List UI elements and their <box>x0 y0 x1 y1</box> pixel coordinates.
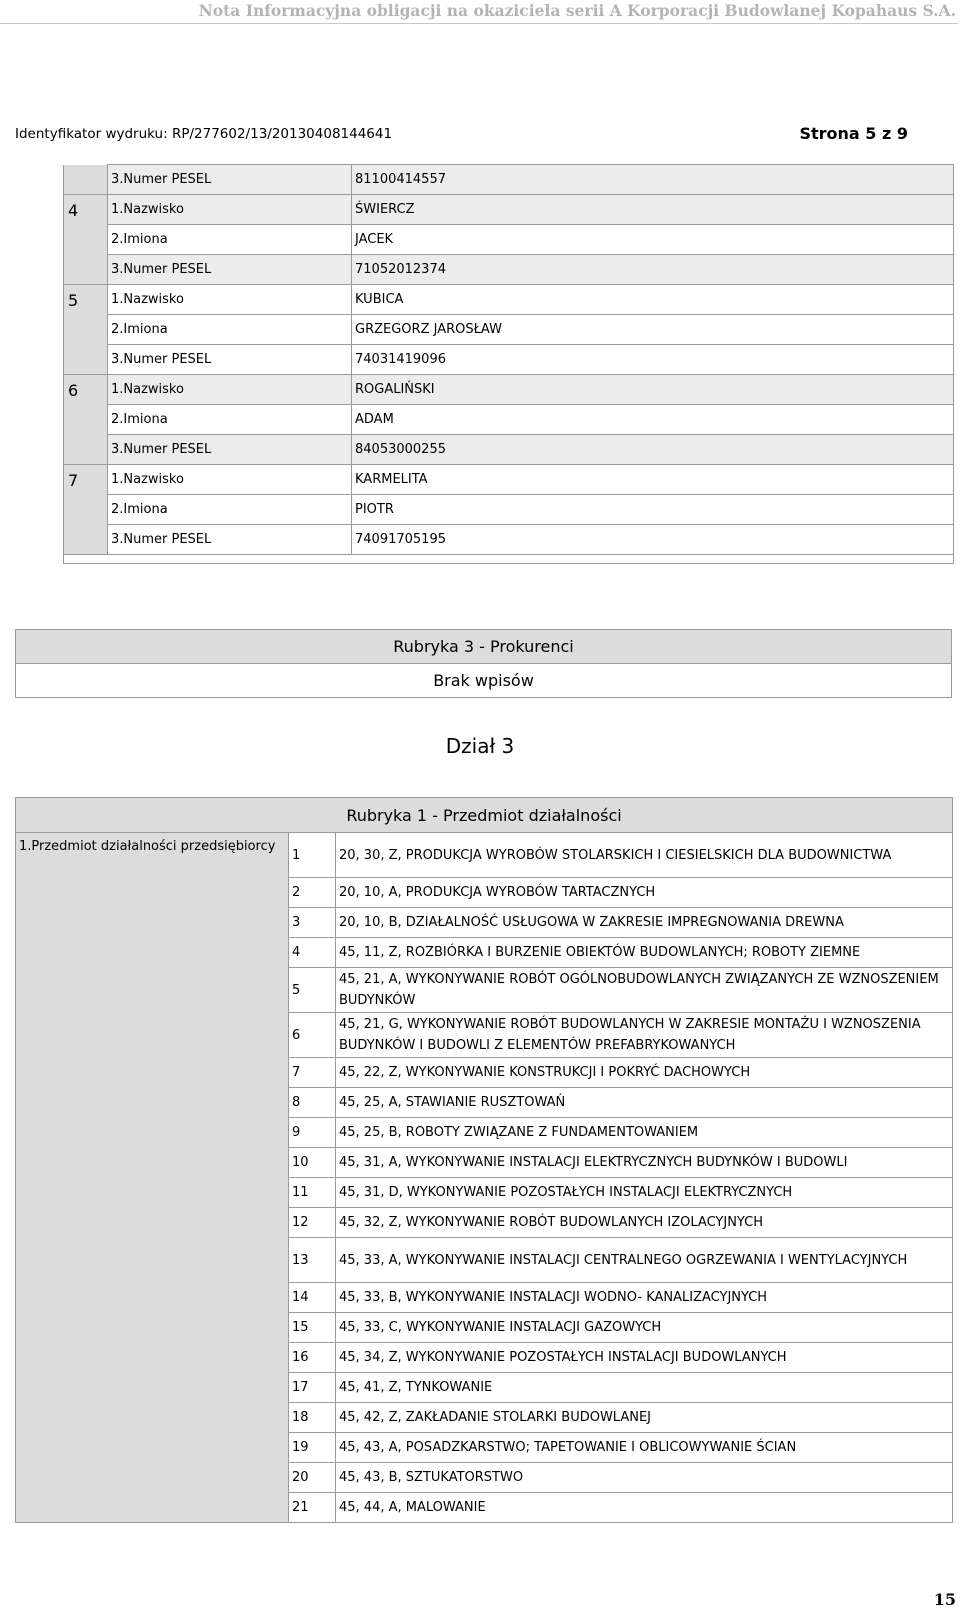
activity-description: 45, 43, B, SZTUKATORSTWO <box>336 1463 953 1493</box>
surname-label: 1.Nazwisko <box>108 285 352 315</box>
table-row <box>64 195 954 225</box>
surname-label: 1.Nazwisko <box>108 195 352 225</box>
activity-number: 12 <box>289 1208 336 1238</box>
activity-number: 7 <box>289 1058 336 1088</box>
activity-number: 6 <box>289 1013 336 1058</box>
activity-description: 45, 31, A, WYKONYWANIE INSTALACJI ELEKTRYCZNYCH BUDYNKÓW I BUDOWLI <box>336 1148 953 1178</box>
activity-number: 16 <box>289 1343 336 1373</box>
activity-description: 45, 25, A, STAWIANIE RUSZTOWAŃ <box>336 1088 953 1118</box>
pesel-value: 84053000255 <box>352 435 954 465</box>
surname-value: KARMELITA <box>352 465 954 495</box>
activity-description: 45, 11, Z, ROZBIÓRKA I BURZENIE OBIEKTÓW BUDOWLANYCH; ROBOTY ZIEMNE <box>336 938 953 968</box>
pesel-value: 74091705195 <box>352 525 954 555</box>
prokurenci-table <box>15 629 952 698</box>
section-header-row <box>16 798 953 833</box>
section-title: Dział 3 <box>445 734 515 758</box>
activity-number: 21 <box>289 1493 336 1523</box>
table-row <box>64 495 954 525</box>
activity-number: 9 <box>289 1118 336 1148</box>
table-footer-row <box>64 555 954 564</box>
activity-description: 45, 22, Z, WYKONYWANIE KONSTRUKCJI I POKRYĆ DACHOWYCH <box>336 1058 953 1088</box>
pesel-label: 3.Numer PESEL <box>108 165 352 195</box>
table-row <box>64 435 954 465</box>
page-info: Strona 5 z 9 <box>799 124 908 143</box>
table-row <box>64 315 954 345</box>
table-row <box>64 525 954 555</box>
activity-number: 20 <box>289 1463 336 1493</box>
activity-number: 15 <box>289 1313 336 1343</box>
pesel-label: 3.Numer PESEL <box>108 255 352 285</box>
table-row <box>64 405 954 435</box>
section-header-row <box>16 630 952 664</box>
activity-description: 45, 34, Z, WYKONYWANIE POZOSTAŁYCH INSTALACJI BUDOWLANYCH <box>336 1343 953 1373</box>
table-row <box>64 345 954 375</box>
surname-value: ŚWIERCZ <box>352 195 954 225</box>
names-label: 2.Imiona <box>108 405 352 435</box>
table-row <box>16 664 952 698</box>
table-row <box>64 465 954 495</box>
activity-number: 10 <box>289 1148 336 1178</box>
activity-description: 45, 32, Z, WYKONYWANIE ROBÓT BUDOWLANYCH IZOLACYJNYCH <box>336 1208 953 1238</box>
activity-number: 17 <box>289 1373 336 1403</box>
table-row <box>64 165 954 195</box>
names-value: JACEK <box>352 225 954 255</box>
activity-title: Rubryka 1 - Przedmiot działalności <box>16 798 953 833</box>
activity-description: 45, 31, D, WYKONYWANIE POZOSTAŁYCH INSTALACJI ELEKTRYCZNYCH <box>336 1178 953 1208</box>
surname-label: 1.Nazwisko <box>108 375 352 405</box>
names-value: ADAM <box>352 405 954 435</box>
activity-description: 45, 33, B, WYKONYWANIE INSTALACJI WODNO- KANALIZACYJNYCH <box>336 1283 953 1313</box>
surname-label: 1.Nazwisko <box>108 465 352 495</box>
activity-number: 19 <box>289 1433 336 1463</box>
table-row <box>64 375 954 405</box>
activity-description: 45, 33, A, WYKONYWANIE INSTALACJI CENTRALNEGO OGRZEWANIA I WENTYLACYJNYCH <box>336 1238 953 1283</box>
activity-description: 45, 42, Z, ZAKŁADANIE STOLARKI BUDOWLANEJ <box>336 1403 953 1433</box>
activity-description: 20, 30, Z, PRODUKCJA WYROBÓW STOLARSKICH I CIESIELSKICH DLA BUDOWNICTWA <box>336 833 953 878</box>
activity-description: 45, 41, Z, TYNKOWANIE <box>336 1373 953 1403</box>
names-value: PIOTR <box>352 495 954 525</box>
names-label: 2.Imiona <box>108 225 352 255</box>
activity-description: 45, 44, A, MALOWANIE <box>336 1493 953 1523</box>
pesel-label: 3.Numer PESEL <box>108 345 352 375</box>
activity-description: 20, 10, A, PRODUKCJA WYROBÓW TARTACZNYCH <box>336 878 953 908</box>
pesel-label: 3.Numer PESEL <box>108 435 352 465</box>
pesel-value: 81100414557 <box>352 165 954 195</box>
activity-number: 14 <box>289 1283 336 1313</box>
activity-number: 13 <box>289 1238 336 1283</box>
pesel-value: 74031419096 <box>352 345 954 375</box>
table-row <box>64 285 954 315</box>
activity-description: 45, 21, G, WYKONYWANIE ROBÓT BUDOWLANYCH W ZAKRESIE MONTAŻU I WZNOSZENIA BUDYNKÓW I BUDOWLI Z ELEMENTÓW PREFABRYKOWANYCH <box>336 1013 953 1058</box>
names-label: 2.Imiona <box>108 315 352 345</box>
page-number: 15 <box>933 1590 956 1609</box>
persons-table <box>63 164 954 564</box>
activity-table <box>15 797 953 1523</box>
activity-number: 5 <box>289 968 336 1013</box>
activity-number: 18 <box>289 1403 336 1433</box>
names-value: GRZEGORZ JAROSŁAW <box>352 315 954 345</box>
pesel-label: 3.Numer PESEL <box>108 525 352 555</box>
names-label: 2.Imiona <box>108 495 352 525</box>
activity-number: 8 <box>289 1088 336 1118</box>
person-number: 7 <box>64 465 108 555</box>
activity-description: 45, 21, A, WYKONYWANIE ROBÓT OGÓLNOBUDOWLANYCH ZWIĄZANYCH ZE WZNOSZENIEM BUDYNKÓW <box>336 968 953 1013</box>
table-row <box>16 833 953 878</box>
activity-number: 1 <box>289 833 336 878</box>
activity-description: 45, 33, C, WYKONYWANIE INSTALACJI GAZOWYCH <box>336 1313 953 1343</box>
activity-number: 4 <box>289 938 336 968</box>
activity-description: 45, 25, B, ROBOTY ZWIĄZANE Z FUNDAMENTOWANIEM <box>336 1118 953 1148</box>
activity-description: 20, 10, B, DZIAŁALNOŚĆ USŁUGOWA W ZAKRESIE IMPREGNOWANIA DREWNA <box>336 908 953 938</box>
pesel-value: 71052012374 <box>352 255 954 285</box>
document-header: Nota Informacyjna obligacji na okaziciela serii A Korporacji Budowlanej Kopahaus S.A. <box>0 0 958 24</box>
person-number: 4 <box>64 195 108 285</box>
activity-number: 2 <box>289 878 336 908</box>
activity-number: 11 <box>289 1178 336 1208</box>
table-row <box>64 225 954 255</box>
surname-value: ROGALIŃSKI <box>352 375 954 405</box>
surname-value: KUBICA <box>352 285 954 315</box>
activity-number: 3 <box>289 908 336 938</box>
prokurenci-content: Brak wpisów <box>16 664 952 698</box>
table-row <box>64 255 954 285</box>
activity-side-label: 1.Przedmiot działalności przedsiębiorcy <box>16 833 289 1523</box>
print-identifier: Identyfikator wydruku: RP/277602/13/20130408144641 <box>15 126 393 142</box>
prokurenci-title: Rubryka 3 - Prokurenci <box>16 630 952 664</box>
person-number: 5 <box>64 285 108 375</box>
person-number: 6 <box>64 375 108 465</box>
activity-description: 45, 43, A, POSADZKARSTWO; TAPETOWANIE I OBLICOWYWANIE ŚCIAN <box>336 1433 953 1463</box>
